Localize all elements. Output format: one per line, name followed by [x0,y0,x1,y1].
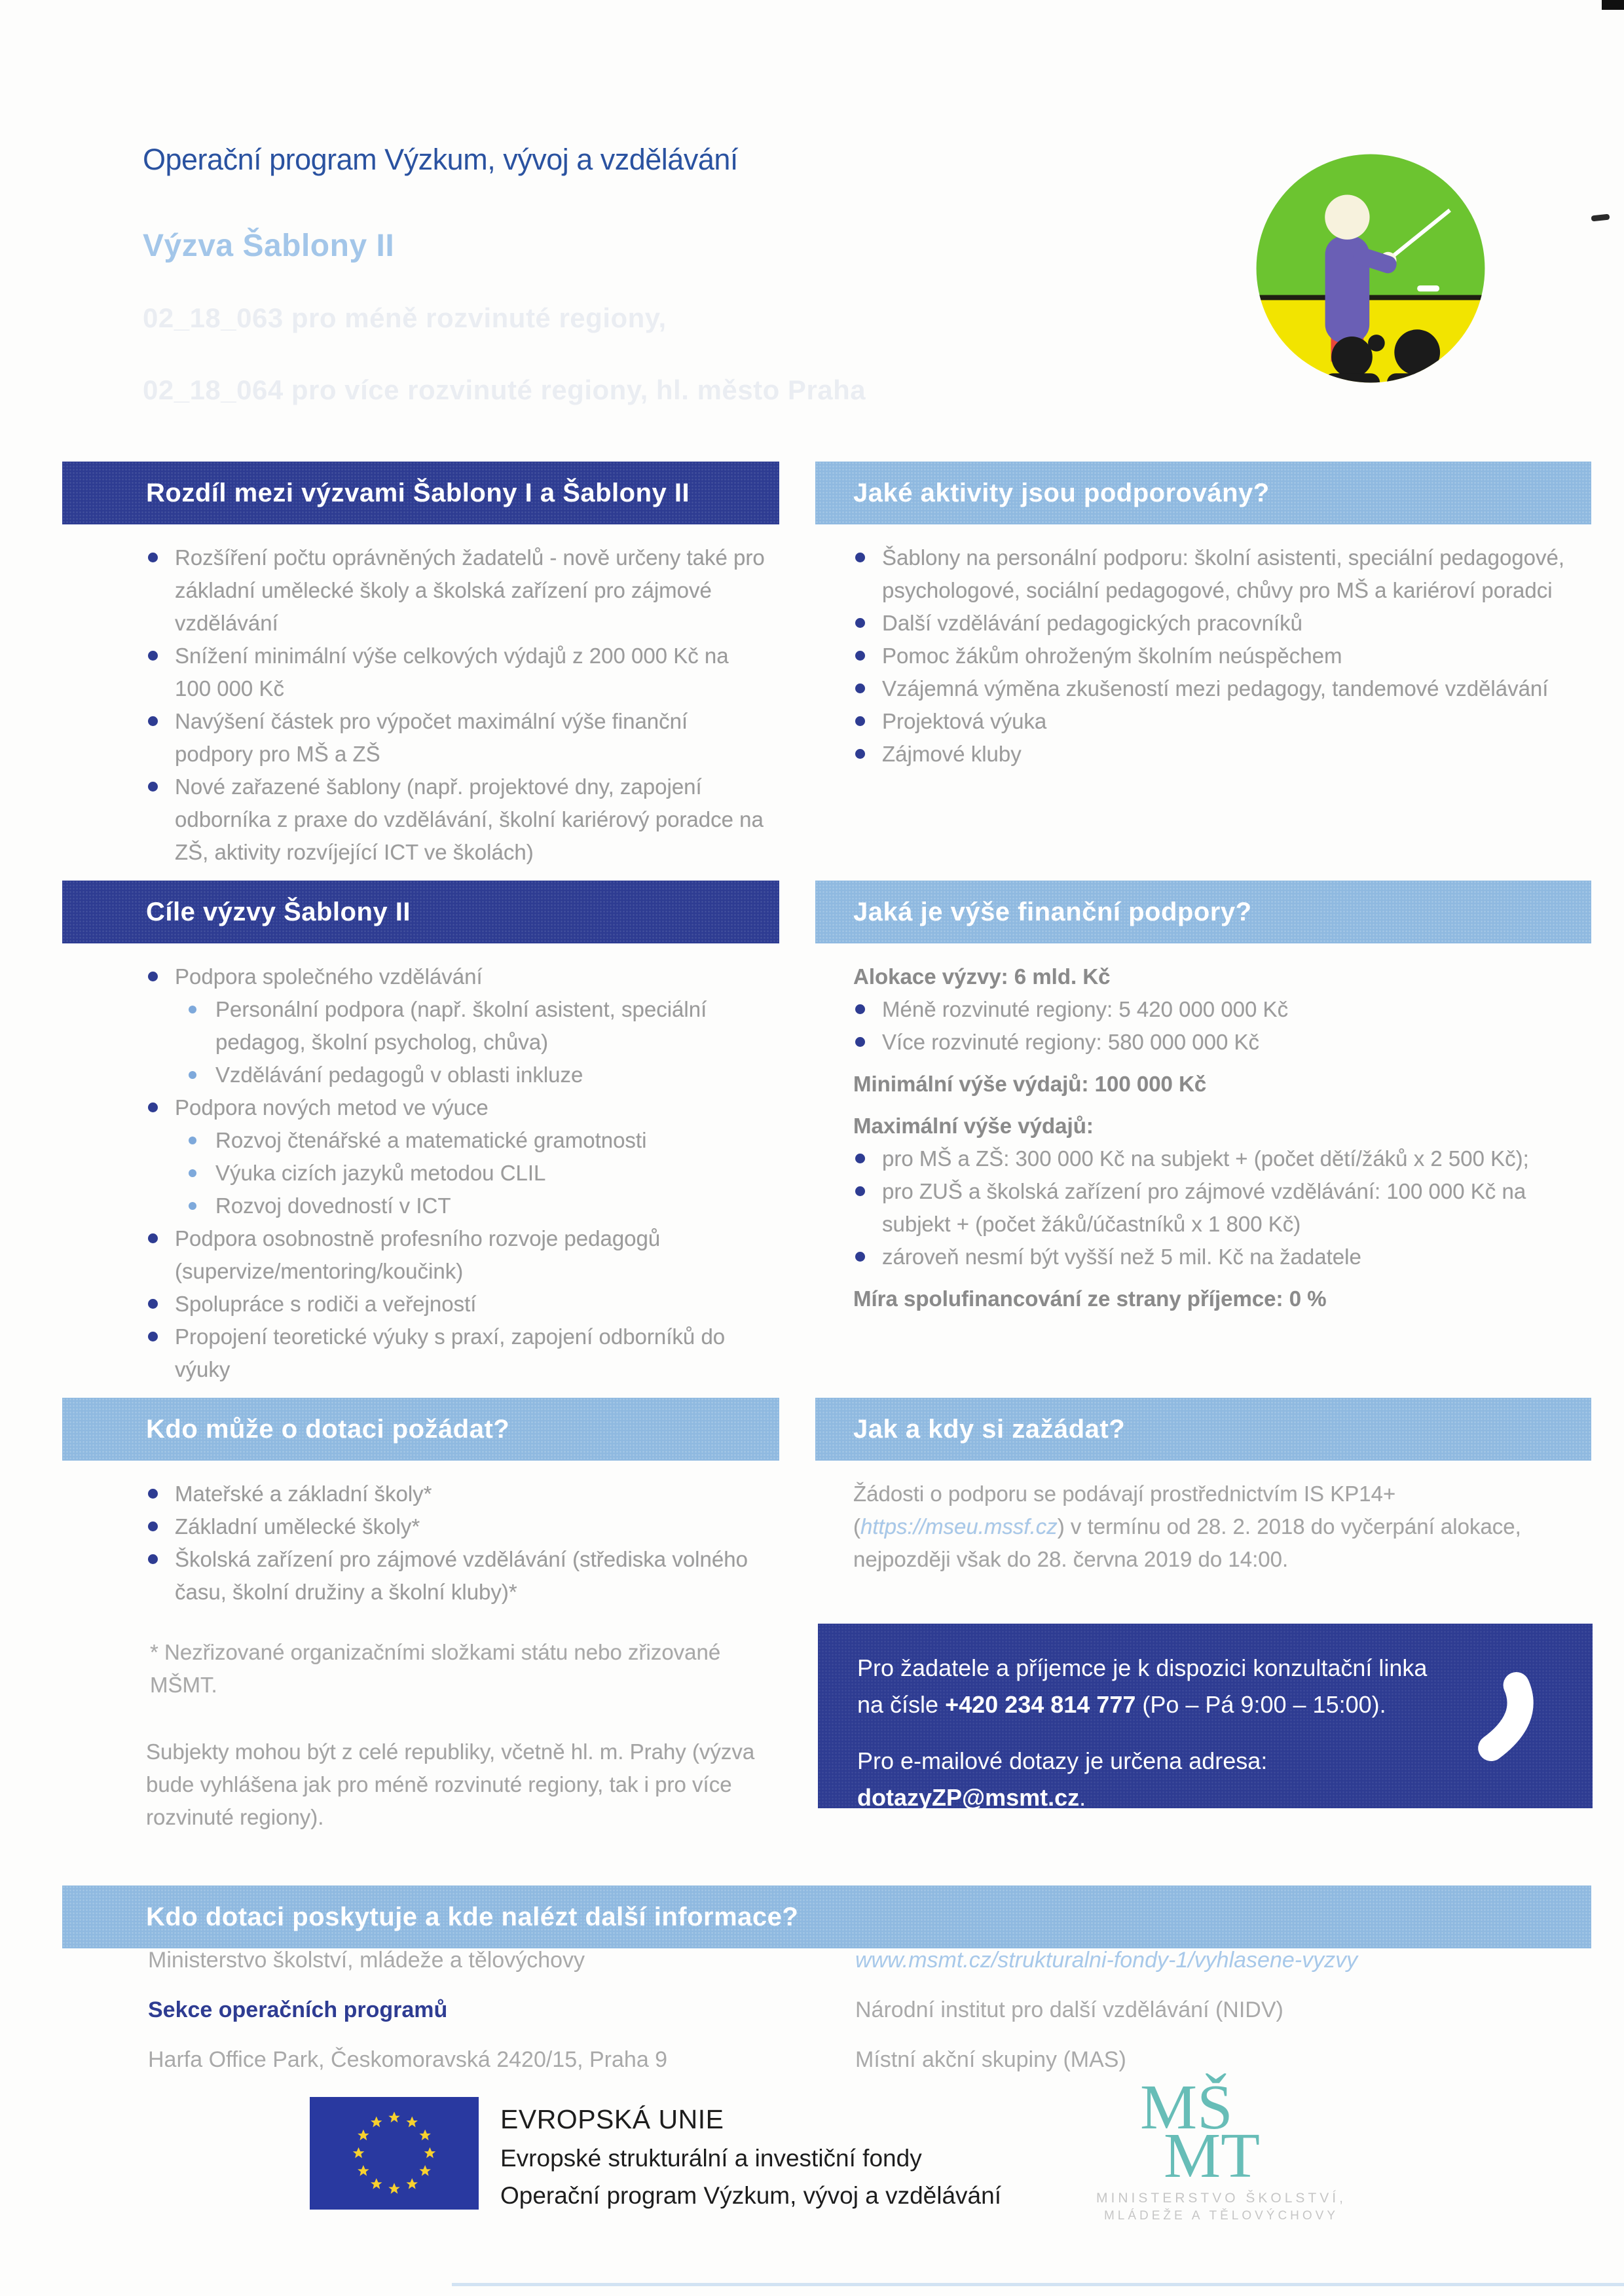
section-title: Kdo dotaci poskytuje a kde nalézt další informace? [146,1902,799,1931]
bullet-icon [855,553,865,562]
scan-artifact [1602,0,1624,10]
bullet-list [853,541,1572,771]
bullet-icon [855,1154,865,1163]
list-item: Snížení minimální výše celkových výdajů z 200 000 Kč na 100 000 Kč [146,640,766,705]
bullet-list [146,1478,766,1609]
list-item: Spolupráce s rodiči a veřejností [146,1288,766,1321]
list-item: Méně rozvinuté regiony: 5 420 000 000 Kč [853,993,1572,1026]
bullet-icon [855,1037,865,1047]
page-title: Operační program Výzkum, vývoj a vzdělávání [143,143,738,176]
section-podpora [815,881,1591,1315]
section-header-bar [62,1398,779,1461]
bullet-list [853,1142,1572,1273]
provider-line-bold: Sekce operačních programů [148,1997,448,2022]
list-item: Rozšíření počtu oprávněných žadatelů - nově určeny také pro základní umělecké školy a školská zařízení pro zájmové vzdělávání [146,541,766,640]
bullet-icon [148,1299,158,1309]
provider-info-right [855,1935,1357,2085]
page-subtitle: Výzva Šablony II [143,228,395,263]
bullet-icon [855,1252,865,1262]
scan-artifact [452,2283,1624,2286]
list-item: Projektová výuka [853,705,1572,738]
bullet-icon [148,1489,158,1499]
list-item: Propojení teoretické výuky s praxí, zapojení odborníků do výuky [146,1321,766,1386]
section-title: Rozdíl mezi výzvami Šablony I a Šablony II [146,478,690,507]
list-subitem: Personální podpora (např. školní asistent, speciální pedagog, školní psycholog, chůva) [187,993,766,1059]
alokace-label: Alokace výzvy: 6 mld. Kč [853,964,1111,989]
paragraph: Žádosti o podporu se podávají prostřednictvím IS KP14+ (https://mseu.mssf.cz) v termínu od 28. 2. 2018 do vyčerpání alokace, nejpozději však do 28. června 2019 do 14:00. [853,1482,1521,1571]
bullet-icon [148,782,158,792]
section-header-bar [62,462,779,524]
list-item: Vzájemná výměna zkušeností mezi pedagogy, tandemové vzdělávání [853,672,1572,705]
bullet-icon [189,1169,196,1177]
section-title: Cíle výzvy Šablony II [146,897,411,926]
teacher-classroom-icon [1254,152,1487,385]
contact-email-text: Pro e-mailové dotazy je určena adresa: dotazyZP@msmt.cz. [857,1747,1268,1811]
provider-line: Místní akční skupiny (MAS) [855,2047,1126,2072]
max-vyse-label: Maximální výše výdajů: [853,1114,1094,1138]
list-item: Šablony na personální podporu: školní asistenti, speciální pedagogové, psychologové, sociální pedagogové, chůvy pro MŠ a kariéroví poradci [853,541,1572,607]
list-item: Podpora osobnostně profesního rozvoje pedagogů (supervize/mentoring/koučink) [146,1222,766,1288]
provider-line: Harfa Office Park, Českomoravská 2420/15, Praha 9 [148,2047,668,2072]
bullet-icon [855,716,865,726]
bullet-list [853,993,1572,1059]
bullet-icon [189,1071,196,1079]
contact-box [818,1624,1593,1811]
list-item: pro ZUŠ a školská zařízení pro zájmové vzdělávání: 100 000 Kč na subjekt + (počet žáků/účastníků x 1 800 Kč) [853,1175,1572,1241]
list-item: Podpora nových metod ve výuce [146,1091,766,1124]
msmt-logo [1077,2072,1385,2223]
contact-phone-text: Pro žadatele a příjemce je k dispozici konzultační linka na čísle +420 234 814 777 (Po – Pá 9:00 – 15:00). [857,1654,1428,1718]
bullet-icon [148,1233,158,1243]
phone-icon [1437,1664,1541,1769]
section-title: Jaká je výše finanční podpory? [853,897,1252,926]
list-subitem: Vzdělávání pedagogů v oblasti inkluze [187,1059,766,1091]
list-item: pro MŠ a ZŠ: 300 000 Kč na subjekt + (počet dětí/žáků x 2 500 Kč); [853,1142,1572,1175]
list-item: Zájmové kluby [853,738,1572,771]
bullet-icon [148,1554,158,1564]
eu-text-block [500,2099,1001,2214]
list-item: Pomoc žákům ohroženým školním neúspěchem [853,640,1572,672]
list-item: Nové zařazené šablony (např. projektové dny, zapojení odborníka z praxe do vzdělávání, školní kariérový poradce na ZŠ, aktivity rozvíjející ICT ve školách) [146,771,766,869]
section-aktivity [815,462,1591,771]
section-header-bar [815,1398,1591,1461]
bullet-icon [855,1004,865,1014]
section-title: Jaké aktivity jsou podporovány? [853,478,1270,507]
bullet-list [146,960,766,1386]
bullet-icon [855,651,865,661]
msmt-monogram: MŠ MT [1140,2072,1260,2191]
bullet-icon [148,1522,158,1531]
mseu-link: https://mseu.mssf.cz [860,1514,1058,1539]
list-item: zároveň nesmí být vyšší než 5 mil. Kč na žadatele [853,1241,1572,1273]
bullet-icon [855,749,865,759]
list-item: Další vzdělávání pedagogických pracovníků [853,607,1572,640]
list-item: Navýšení částek pro výpočet maximální výše finanční podpory pro MŠ a ZŠ [146,705,766,771]
eu-flag [308,2097,480,2210]
list-item: Školská zařízení pro zájmové vzdělávání (střediska volného času, školní družiny a školní kluby)* [146,1543,766,1609]
bullet-icon [189,1137,196,1144]
provider-info-left [148,1935,667,2085]
section-header-bar [815,881,1591,943]
eu-line: Operační program Výzkum, vývoj a vzdělávání [500,2182,1001,2209]
bullet-icon [148,553,158,562]
provider-line: Národní institut pro další vzdělávání (NIDV) [855,1997,1283,2022]
bullet-icon [148,972,158,981]
eu-line: EVROPSKÁ UNIE [500,2104,724,2134]
section-rozdil [62,462,779,869]
list-subitem: Výuka cizích jazyků metodou CLIL [187,1157,766,1190]
provider-line: Ministerstvo školství, mládeže a tělovýchovy [148,1948,585,1973]
bullet-icon [189,1006,196,1013]
list-subitem: Rozvoj čtenářské a matematické gramotnosti [187,1124,766,1157]
email-address: dotazyZP@msmt.cz [857,1784,1080,1811]
list-item: Základní umělecké školy* [146,1510,766,1543]
msmt-caption: MINISTERSTVO ŠKOLSTVÍ, [1096,2191,1346,2206]
section-cile [62,881,779,1386]
bullet-icon [148,1332,158,1341]
section-title: Kdo může o dotaci požádat? [146,1414,510,1444]
bullet-icon [148,651,158,661]
list-item: Mateřské a základní školy* [146,1478,766,1510]
msmt-caption: MLÁDEŽE A TĚLOVÝCHOVY [1103,2209,1339,2223]
min-vyse-label: Minimální výše výdajů: 100 000 Kč [853,1072,1207,1096]
bullet-icon [855,683,865,693]
bullet-icon [855,618,865,628]
faint-call-number-1: 02_18_063 pro méně rozvinuté regiony, [143,302,667,333]
msmt-website-link: www.msmt.cz/strukturalni-fondy-1/vyhlasene-vyzvy [855,1948,1358,1973]
eu-line: Evropské strukturální a investiční fondy [500,2145,922,2172]
bullet-icon [189,1202,196,1210]
footnote: * Nezřizované organizačními složkami státu nebo zřizované MŠMT. [150,1640,721,1697]
bullet-icon [855,1186,865,1196]
faint-call-number-2: 02_18_064 pro více rozvinuté regiony, hl. město Praha [143,374,866,405]
section-jak [815,1398,1591,1576]
paragraph: Subjekty mohou být z celé republiky, včetně hl. m. Prahy (výzva bude vyhlášena jak pro méně rozvinuté regiony, tak i pro více rozvinuté regiony). [146,1740,755,1829]
list-item: Více rozvinuté regiony: 580 000 000 Kč [853,1026,1572,1059]
bullet-icon [148,716,158,726]
section-kdo [62,1398,779,1834]
section-header-bar [62,881,779,943]
mira-label: Míra spolufinancování ze strany příjemce: 0 % [853,1286,1327,1311]
list-subitem: Rozvoj dovedností v ICT [187,1190,766,1222]
scan-artifact [1591,214,1610,222]
list-item: Podpora společného vzdělávání [146,960,766,993]
section-header-bar [815,462,1591,524]
bullet-list [146,541,766,869]
phone-number: +420 234 814 777 [945,1691,1136,1718]
bullet-icon [148,1102,158,1112]
section-title: Jak a kdy si zažádat? [853,1414,1126,1444]
